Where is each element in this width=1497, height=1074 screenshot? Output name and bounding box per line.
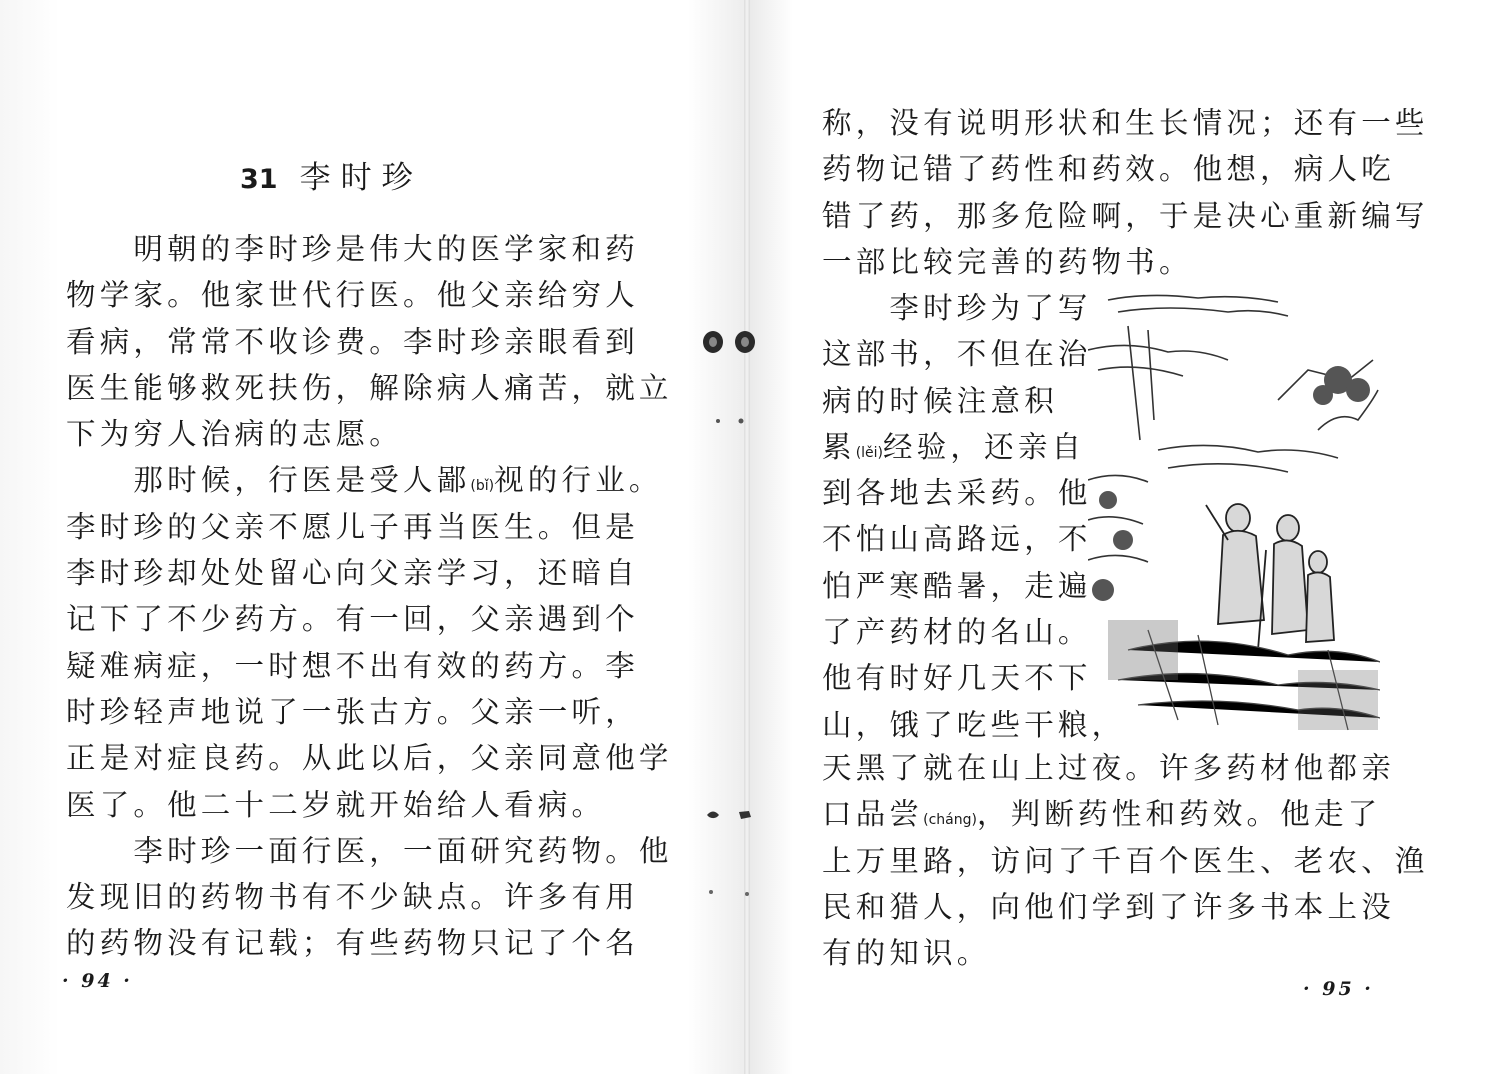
text-line: 医生能够救死扶伤，解除病人痛苦，就立 <box>66 370 673 405</box>
text-line: 这部书，不但在治 <box>822 337 1092 372</box>
text-line: 李时珍却处处留心向父亲学习，还暗自 <box>66 556 639 591</box>
lesson-title-text: 李时珍 <box>299 160 423 196</box>
text-segment: 累 <box>822 429 856 464</box>
page-number-left: · 94 · <box>62 970 133 992</box>
book-gutter <box>744 0 750 1074</box>
left-body-text <box>66 226 673 967</box>
text-line: 李时珍的父亲不愿儿子再当医生。但是 <box>66 509 639 544</box>
text-line: 正是对症良药。从此以后，父亲同意他学 <box>66 741 673 776</box>
text-line: 发现旧的药物书有不少缺点。许多有用 <box>66 880 639 915</box>
pinyin-annotation: (bǐ) <box>470 478 495 495</box>
text-line: 山，饿了吃些干粮， <box>822 707 1126 742</box>
text-segment: ，判断药性和药效。他走了 <box>976 797 1382 832</box>
text-segment: 视的行业。 <box>494 463 663 498</box>
text-line: 怕严寒酷暑，走遍 <box>822 568 1092 603</box>
text-line: 时珍轻声地说了一张古方。父亲一听， <box>66 694 639 729</box>
text-line: 病的时候注意积 <box>822 383 1058 418</box>
text-line: 下为穷人治病的志愿。 <box>66 417 404 452</box>
text-line: 明朝的李时珍是伟大的医学家和药 <box>66 232 639 266</box>
right-body-text-top <box>822 100 1429 285</box>
text-line: 了产药材的名山。 <box>822 615 1092 650</box>
text-line <box>822 791 1382 837</box>
text-line: 看病，常常不收诊费。李时珍亲眼看到 <box>66 324 639 359</box>
text-line: 药物记错了药性和药效。他想，病人吃 <box>822 152 1395 187</box>
pinyin-annotation: (cháng) <box>923 812 977 829</box>
text-line: 到各地去采药。他 <box>822 476 1092 511</box>
text-line: 的药物没有记载；有些药物只记了个名 <box>66 926 639 961</box>
pinyin-annotation: (lěi) <box>855 444 884 461</box>
text-line: 一部比较完善的药物书。 <box>822 244 1193 279</box>
text-line: 疑难病症，一时想不出有效的药方。李 <box>66 648 639 683</box>
text-segment: 口品尝 <box>822 797 924 832</box>
text-line: 李时珍一面行医，一面研究药物。他 <box>66 833 673 868</box>
binding-dots-icon <box>705 886 755 900</box>
binding-dots-icon <box>712 414 752 428</box>
text-line: 错了药，那多危险啊，于是决心重新编写 <box>822 198 1429 233</box>
right-body-text-beside-illustration <box>822 285 1126 748</box>
text-line: 物学家。他家世代行医。他父亲给穷人 <box>66 278 639 313</box>
binding-holes-icon <box>700 328 760 358</box>
text-line: 记下了不少药方。有一回，父亲遇到个 <box>66 602 639 637</box>
lesson-title <box>240 152 500 197</box>
text-line: 称，没有说明形状和生长情况；还有一些 <box>822 106 1429 140</box>
text-line <box>66 457 663 503</box>
woodcut-illustration-icon <box>1088 290 1380 735</box>
text-line: 有的知识。 <box>822 936 991 971</box>
page-number-right: · 95 · <box>1303 978 1374 1000</box>
text-line: 医了。他二十二岁就开始给人看病。 <box>66 787 606 822</box>
text-segment: 那时候，行医是受人鄙 <box>66 463 471 498</box>
text-line: 李时珍为了写 <box>822 291 1092 325</box>
right-body-text-bottom <box>822 745 1429 976</box>
text-line <box>822 424 1092 470</box>
text-segment: 经验，还亲自 <box>883 429 1086 464</box>
text-line: 天黑了就在山上过夜。许多药材他都亲 <box>822 751 1395 785</box>
lesson-number: 31 <box>240 164 278 195</box>
text-line: 不怕山高路远，不 <box>822 522 1092 557</box>
text-line: 上万里路，访问了千百个医生、老农、渔 <box>822 843 1429 878</box>
text-line: 他有时好几天不下 <box>822 661 1092 696</box>
text-line: 民和猎人，向他们学到了许多书本上没 <box>822 889 1395 924</box>
binding-stitch-icon <box>705 806 755 824</box>
